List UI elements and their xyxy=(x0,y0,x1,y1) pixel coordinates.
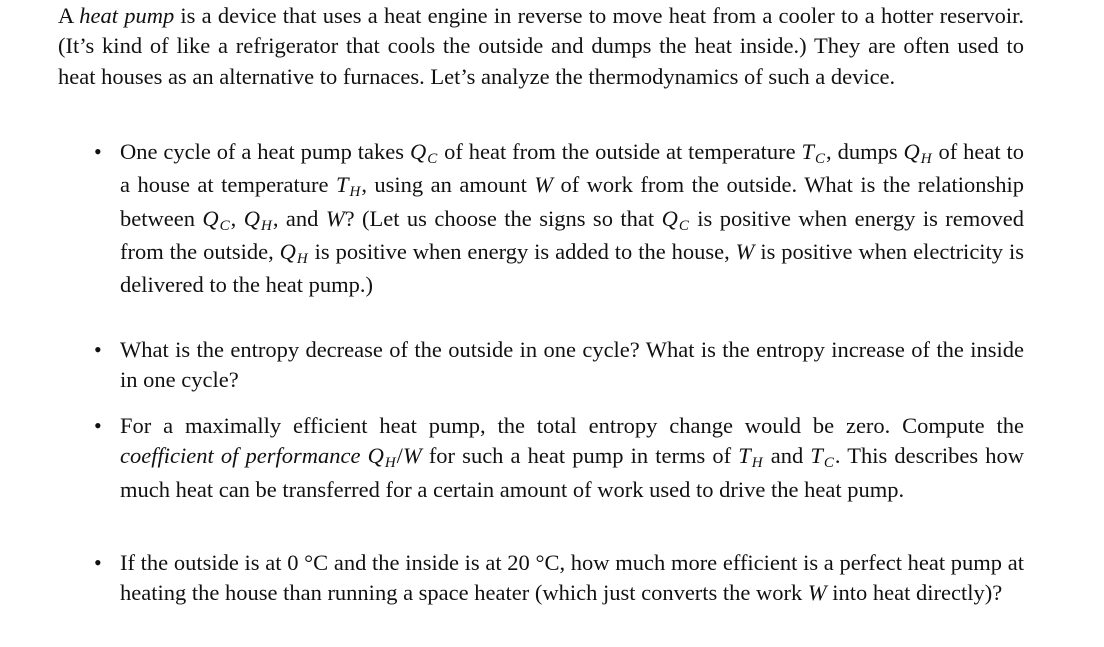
q1-text: of heat from the outside at temperature xyxy=(438,139,802,164)
q1-text: is positive when energy is removed from the outside, xyxy=(120,205,1024,264)
q1-text: is positive when electricity is delivered to the heat pump.) xyxy=(120,238,1024,298)
math-q: Q xyxy=(279,238,296,264)
q3-text: . This describes how much heat can be transferred for a certain amount of work used to drive the heat pump. xyxy=(120,443,1024,502)
math-sub-h: H xyxy=(384,455,396,472)
math-t: T xyxy=(335,172,349,198)
q4-text: If the outside is at 0 °C and the inside is at 20 °C, how much more efficient is a perfect heat pump at heating the house than running a space heater (which just converts the work xyxy=(120,550,1024,606)
math-q: Q xyxy=(903,139,920,164)
math-sub-h: H xyxy=(261,217,272,234)
q1-text: , dumps xyxy=(826,139,904,164)
bullet-icon: • xyxy=(94,413,102,438)
math-w: W xyxy=(325,205,345,231)
math-q: Q xyxy=(409,139,427,164)
document-page xyxy=(58,0,1025,606)
question-item-4 xyxy=(94,548,1024,609)
math-sub-c: C xyxy=(219,217,230,234)
intro-text-2: is a device that uses a heat engine in reverse to move heat from a cooler to a hotter reservoir. (It’s kind of like a refrigerator that cools the outside and dumps the heat inside.) They are often used to heat houses as an alternative to furnaces. Let’s analyze the thermodynamics of such a device. xyxy=(58,3,1024,89)
term-coefficient-of-performance: coefficient of performance xyxy=(120,443,361,469)
q1-text: of work from the outside. What is the relationship between xyxy=(120,172,1025,231)
intro-text-1: A xyxy=(58,3,80,28)
q1-text: of heat to a house at temperature xyxy=(120,139,1024,198)
q3-text: for such a heat pump in terms of xyxy=(421,443,739,469)
math-sub-c: C xyxy=(427,151,438,167)
math-t: T xyxy=(810,443,823,469)
math-t: T xyxy=(801,139,815,164)
math-t: T xyxy=(738,443,751,469)
q1-text: , xyxy=(230,205,244,231)
q1-text: is positive when energy is added to the house, xyxy=(308,238,736,264)
bullet-icon: • xyxy=(94,550,102,575)
math-sub-h: H xyxy=(920,151,932,167)
math-sub-h: H xyxy=(751,455,763,472)
math-w: W xyxy=(534,172,554,198)
math-sub-c: C xyxy=(815,151,826,167)
q2-text: What is the entropy decrease of the outside in one cycle? What is the entropy increase of the inside in one cycle? xyxy=(120,337,1024,393)
q4-text: into heat directly)? xyxy=(826,580,1003,606)
math-sub-h: H xyxy=(349,184,361,201)
bullet-icon: • xyxy=(94,337,102,362)
math-q: Q xyxy=(243,205,260,231)
question-item-1 xyxy=(94,137,1025,300)
question-item-3 xyxy=(94,411,1024,505)
math-w: W xyxy=(402,443,422,469)
math-q: Q xyxy=(202,205,219,231)
q1-text: , using an amount xyxy=(361,172,535,198)
q1-text: One cycle of a heat pump takes xyxy=(120,139,410,164)
intro-term-heat-pump: heat pump xyxy=(79,3,175,28)
math-q: Q xyxy=(367,443,384,469)
question-item-2 xyxy=(94,335,1024,396)
bullet-icon: • xyxy=(94,139,102,164)
q3-text: For a maximally efficient heat pump, the total entropy change would be zero. Compute the xyxy=(120,413,1024,438)
q3-text xyxy=(360,443,367,468)
q1-text: , and xyxy=(272,205,326,231)
intro-paragraph xyxy=(58,0,1024,92)
math-sub-c: C xyxy=(678,217,689,234)
q3-text: and xyxy=(763,443,811,469)
math-q: Q xyxy=(661,205,678,231)
q3-text: / xyxy=(396,443,403,469)
q1-text: ? (Let us choose the signs so that xyxy=(344,205,662,231)
math-w: W xyxy=(807,580,827,606)
math-w: W xyxy=(735,238,755,264)
math-sub-c: C xyxy=(823,455,834,472)
math-sub-h: H xyxy=(296,250,308,267)
